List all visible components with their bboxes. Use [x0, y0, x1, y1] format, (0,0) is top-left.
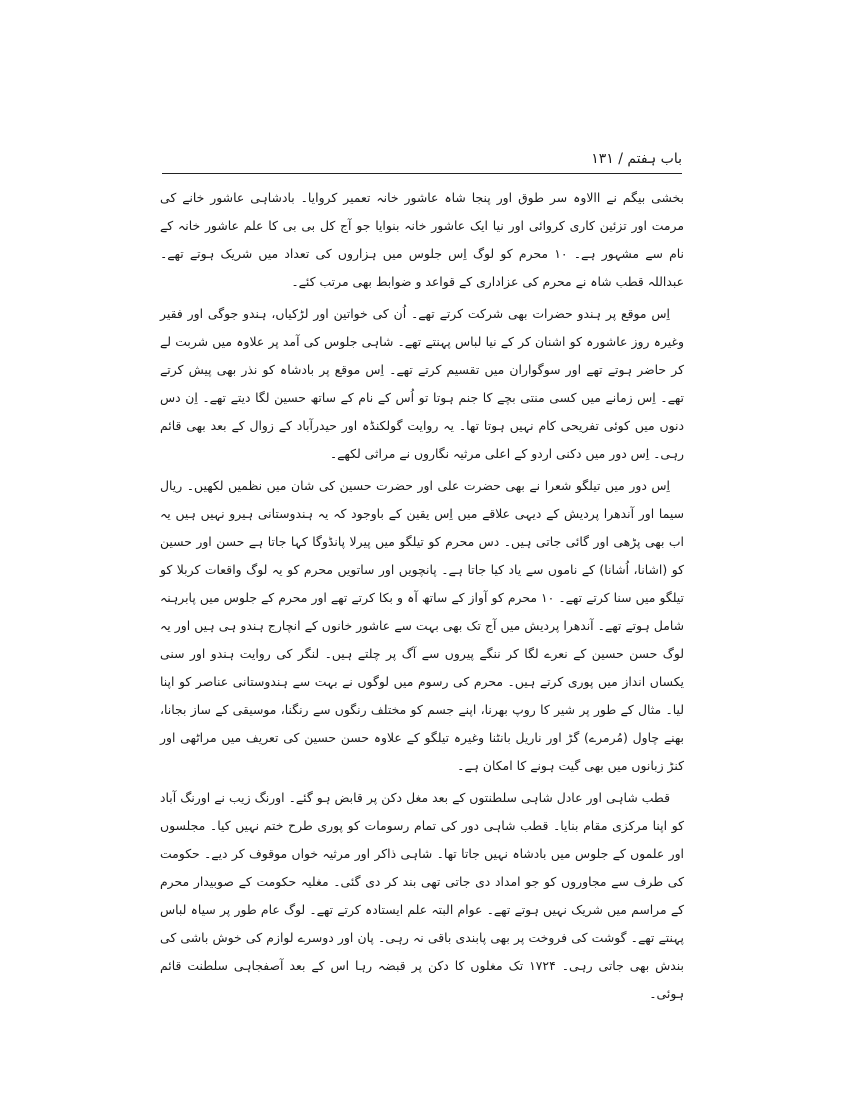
paragraph-2: اِس موقع پر ہندو حضرات بھی شرکت کرتے تھے۔ اُن کی خواتین اور لڑکیاں، ہندو جوگی اور فقیر وغیرہ روز عاشورہ کو اشنان کر کے نیا لباس پہنتے تھے۔ شاہی جلوس کی آمد پر علاوہ میں شربت لے کر حاضر ہوتے تھے اور سوگواران میں تقسیم کرتے تھے۔ اِس موقع پر بادشاہ کو نذر بھی پیش کرتے تھے۔ اِس زمانے میں کسی منتی بچے کا جنم ہوتا تو اُس کے نام کے ساتھ حسین لگا دیتے تھے۔ اِن دس دنوں میں کوئی تفریحی کام نہیں ہوتا تھا۔ یہ روایت گولکنڈہ اور حیدرآباد کے زوال کے بعد بھی قائم رہی۔ اِس دور میں دکنی اردو کے اعلی مرثیہ نگاروں نے مراثی لکھے۔ [160, 306, 684, 461]
running-header: باب ہفتم / ۱۳۱ [591, 151, 682, 167]
body-text [160, 184, 684, 1012]
paragraph-1: بخشی بیگم نے االاوہ سر طوق اور پنجا شاہ عاشور خانہ تعمیر کروایا۔ بادشاہی عاشور خانے کی مرمت اور تزئین کاری کروائی اور نیا ایک عاشور خانہ بنوایا جو آج کل بی بی کا علم عاشور خانہ کے نام سے مشہور ہے۔ ۱۰ محرم کو لوگ اِس جلوس میں ہزاروں کی تعداد میں شریک ہوتے تھے۔ عبداللہ قطب شاہ نے محرم کی عزاداری کے قواعد و ضوابط بھی مرتب کئے۔ [160, 190, 684, 289]
paragraph-4: قطب شاہی اور عادل شاہی سلطنتوں کے بعد مغل دکن پر قابض ہو گئے۔ اورنگ زیب نے اورنگ آباد کو اپنا مرکزی مقام بنایا۔ قطب شاہی دور کی تمام رسومات کو پوری طرح ختم نہیں کیا۔ مجلسوں اور علموں کے جلوس میں بادشاہ نہیں جاتا تھا۔ شاہی ذاکر اور مرثیہ خواں موقوف کر دیے۔ حکومت کی طرف سے مجاوروں کو جو امداد دی جاتی تھی بند کر دی گئی۔ مغلیہ حکومت کے صوبیدار محرم کے مراسم میں شریک نہیں ہوتے تھے۔ عوام البتہ علم ایستادہ کرتے تھے۔ لوگ عام طور پر سیاہ لباس پہنتے تھے۔ گوشت کی فروخت پر بھی پابندی باقی نہ رہی۔ پان اور دوسرے لوازم کی خوش باشی کی بندش بھی جاتی رہی۔ ۱۷۲۴ تک مغلوں کا دکن پر قبضہ رہا اس کے بعد آصفجاہی سلطنت قائم ہوئی۔ [160, 790, 684, 1001]
header-divider [162, 173, 682, 174]
paragraph-3: اِس دور میں تیلگو شعرا نے بھی حضرت علی اور حضرت حسین کی شان میں نظمیں لکھیں۔ ریال سیما اور آندھرا پردیش کے دیہی علاقے میں اِس یقین کے باوجود کہ یہ ہندوستانی ہیرو نہیں ہیں یہ اب بھی پڑھی اور گائی جاتی ہیں۔ دس محرم کو تیلگو میں پیرلا پانڈوگا کہا جاتا ہے حسن اور حسین کو (اشانا، اُشانا) کے ناموں سے یاد کیا جاتا ہے۔ پانچویں اور ساتویں محرم کو یہ لوگ واقعات کربلا کو تیلگو میں سنا کرتے تھے۔ ۱۰ محرم کو آواز کے ساتھ آہ و بکا کرتے تھے اور محرم کے جلوس میں پابرہنہ شامل ہوتے تھے۔ آندھرا پردیش میں آج تک بھی بہت سے عاشور خانوں کے انچارج ہندو ہی ہیں اور یہ لوگ حسن حسین کے نعرے لگا کر ننگے پیروں سے آگ پر چلتے ہیں۔ لنگر کی روایت ہندو اور سنی یکساں انداز میں پوری کرتے ہیں۔ محرم کی رسوم میں لوگوں نے بہت سے ہندوستانی عناصر کو اپنا لیا۔ مثال کے طور پر شیر کا روپ بھرنا، اپنے جسم کو مختلف رنگوں سے رنگنا، موسیقی کے ساز بجانا، بھنے چاول (مُرمرے) گڑ اور ناریل بانٹنا وغیرہ تیلگو کے علاوہ حسن حسین کی تعریف میں مراٹھی اور کنڑ زبانوں میں بھی گیت ہونے کا امکان ہے۔ [160, 478, 684, 773]
